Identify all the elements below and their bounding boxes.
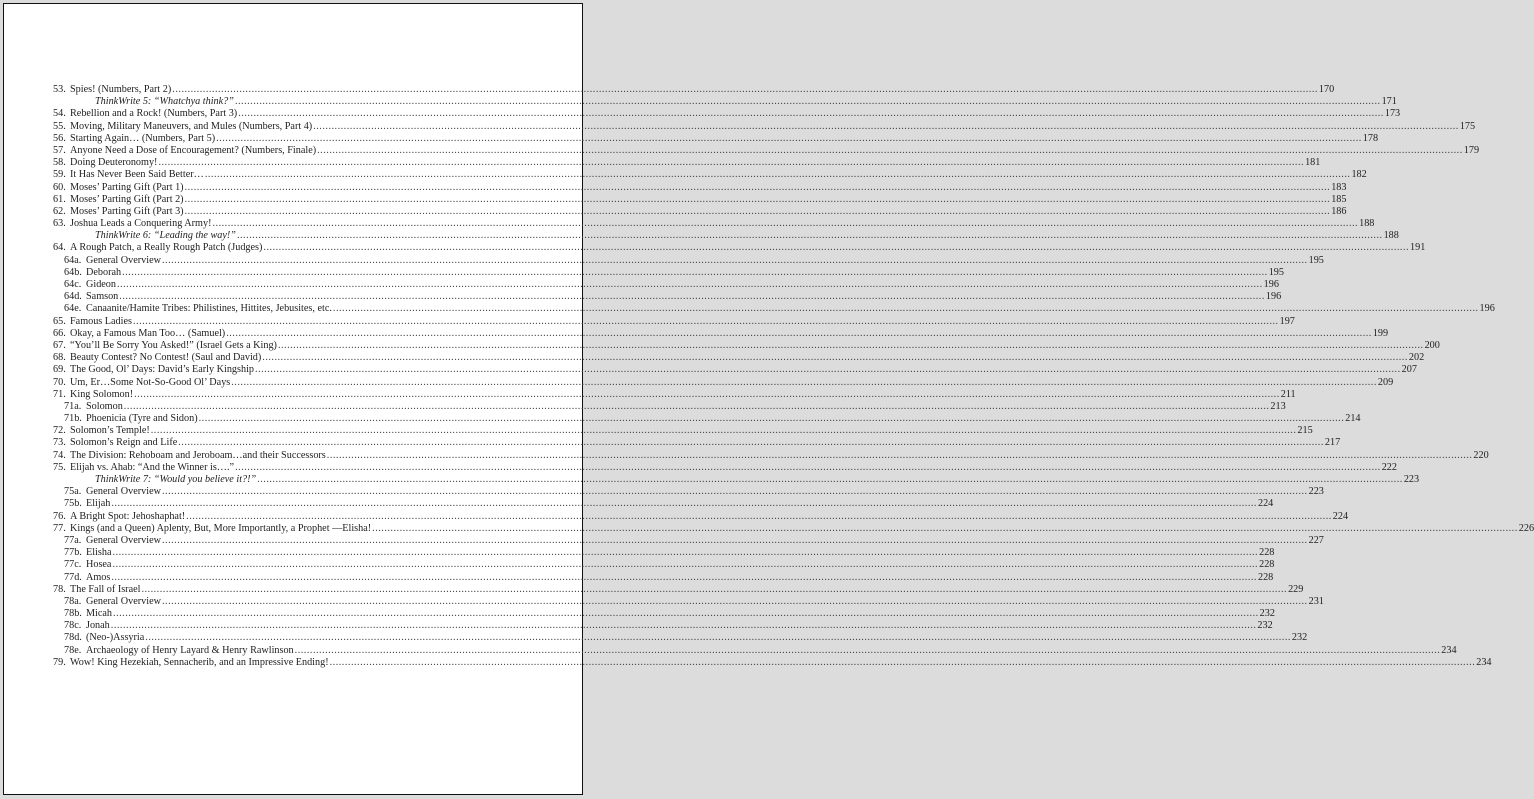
dot-leader [330,657,1476,669]
toc-page-number: 170 [1318,84,1335,95]
toc-entry-title: ThinkWrite 7: “Would you believe it?!” [95,474,257,485]
toc-entry[interactable] [53,120,1476,133]
toc-entry-number: 57. [53,144,66,156]
toc-subentry[interactable] [53,559,1275,571]
toc-entry[interactable] [53,449,1489,462]
dot-leader [237,230,1383,242]
toc-page-number: 191 [1410,242,1426,254]
toc-entry-number: 54. [53,108,66,120]
toc-thinkwrite-entry[interactable] [53,230,1399,242]
toc-subentry[interactable] [53,279,1279,291]
toc-page-number: 196 [1479,303,1495,315]
toc-entry-number: 66. [53,327,66,339]
toc-entry-number: 65. [53,315,66,327]
toc-entry-number: 70. [53,376,66,388]
dot-leader [226,328,1372,340]
toc-thinkwrite-entry[interactable] [53,474,1420,486]
dot-leader [212,218,1358,230]
toc-page-number: 232 [1259,608,1275,620]
toc-page-number: 202 [1408,352,1425,364]
toc-page-number: 196 [1265,291,1282,303]
toc-subentry[interactable] [53,571,1274,584]
toc-page-number: 228 [1259,559,1275,571]
toc-entry-number: 59. [53,169,66,181]
toc-subentry[interactable] [53,303,1495,315]
toc-entry-title: Moses’ Parting Gift (Part 3) [70,205,184,217]
dot-leader [216,133,1362,145]
toc-entry-title: General Overview [86,254,161,266]
toc-entry-title: Starting Again… (Numbers, Part 5) [70,132,216,144]
toc-entry-number: 64a. [64,254,82,266]
toc-entry-number: 68. [53,352,66,364]
toc-entry-title: General Overview [86,486,161,498]
toc-page-number: 224 [1257,498,1274,510]
toc-entry[interactable] [53,132,1379,145]
toc-entry-title: A Rough Patch, a Really Rough Patch (Judges) [70,242,263,254]
toc-entry-number: 62. [53,205,66,217]
toc-page-number: 228 [1259,547,1275,559]
toc-entry-title: Moving, Military Maneuvers, and Mules (Numbers, Part 4) [70,120,313,132]
dot-leader [199,413,1345,425]
toc-page-number: 227 [1308,534,1324,546]
dot-leader [333,303,1479,315]
toc-entry-number: 77c. [64,559,82,571]
toc-subentry[interactable] [53,486,1324,498]
dot-leader [112,547,1258,559]
dot-leader [238,108,1384,120]
toc-entry-title: Solomon’s Reign and Life [70,437,178,449]
toc-subentry[interactable] [53,291,1282,303]
dot-leader [263,242,1409,254]
dot-leader [185,194,1331,206]
toc-subentry[interactable] [53,644,1457,657]
toc-page-number: 220 [1473,449,1489,461]
toc-page-number: 181 [1305,157,1321,169]
toc-page-number: 234 [1441,644,1457,656]
toc-entry-number: 64b. [64,266,82,278]
dot-leader [372,523,1518,535]
toc-page-number: 182 [1351,169,1367,181]
dot-leader [124,401,1270,413]
toc-entry-number: 60. [53,181,66,193]
toc-page-number: 209 [1377,376,1394,388]
dot-leader [235,462,1381,474]
toc-entry-number: 75. [53,461,66,473]
toc-entry-title: Anyone Need a Dose of Encouragement? (Numbers, Finale) [70,144,317,156]
toc-subentry[interactable] [53,534,1324,547]
toc-page-number: 195 [1308,254,1324,266]
dot-leader [111,498,1257,510]
toc-entry-number: 69. [53,364,66,376]
dot-leader [162,535,1308,547]
dot-leader [172,84,1318,96]
toc-entry[interactable] [53,461,1397,474]
toc-subentry[interactable] [53,608,1275,620]
toc-entry[interactable] [53,218,1375,230]
toc-entry-title: Gideon [86,279,116,290]
toc-page-number: 188 [1383,230,1399,242]
toc-entry[interactable] [53,437,1341,449]
dot-leader [162,486,1308,498]
toc-entry-number: 64e. [64,303,82,315]
toc-page-number: 188 [1359,218,1375,230]
toc-page-number: 213 [1270,400,1286,412]
toc-entry-title: Kings (and a Queen) Aplenty, But, More Importantly, a Prophet —Elisha! [70,522,372,534]
toc-entry-number: 77a. [64,534,82,546]
dot-leader [262,352,1408,364]
toc-entry-title: The Good, Ol’ Days: David’s Early Kingship [70,364,255,376]
toc-subentry[interactable] [53,620,1273,632]
table-of-contents [53,84,1534,669]
toc-entry[interactable] [53,339,1440,352]
toc-entry[interactable] [53,181,1347,194]
dot-leader [134,389,1280,401]
toc-page-number: 175 [1459,120,1476,132]
toc-entry-number: 76. [53,510,66,522]
toc-page-number: 173 [1384,108,1401,120]
toc-entry-title: A Bright Spot: Jehoshaphat! [70,510,186,522]
toc-entry-number: 78b. [64,608,82,620]
toc-entry[interactable] [53,425,1313,437]
toc-page-number: 223 [1403,474,1420,485]
toc-entry[interactable] [53,522,1534,535]
toc-entry-title: Famous Ladies [70,315,132,327]
toc-entry-title: Phoenicia (Tyre and Sidon) [86,413,198,425]
dot-leader [278,340,1424,352]
dot-leader [133,316,1279,328]
toc-entry-number: 71. [53,388,66,400]
toc-entry-title: Rebellion and a Rock! (Numbers, Part 3) [70,108,238,120]
toc-entry[interactable] [53,510,1349,523]
dot-leader [111,572,1257,584]
toc-entry-title: Spies! (Numbers, Part 2) [70,84,172,95]
toc-entry-title: Canaanite/Hamite Tribes: Philistines, Hittites, Jebusites, etc. [86,303,332,315]
toc-entry[interactable] [53,108,1401,120]
dot-leader [117,279,1263,291]
dot-leader [255,364,1401,376]
toc-entry-number: 71a. [64,400,82,412]
dot-leader [162,596,1308,608]
toc-entry-number: 77b. [64,547,82,559]
toc-page-number: 178 [1362,132,1379,144]
toc-entry-title: Amos [86,571,111,583]
toc-page-number: 211 [1280,388,1296,400]
toc-page-number: 222 [1381,461,1397,473]
toc-entry-title: Archaeology of Henry Layard & Henry Rawlinson [86,644,294,656]
toc-entry-title: Elijah vs. Ahab: “And the Winner is….” [70,461,235,473]
toc-entry-title: General Overview [86,534,161,546]
dot-leader [185,206,1331,218]
toc-subentry[interactable] [53,254,1324,267]
toc-page-number: 197 [1279,315,1295,327]
toc-page-number: 171 [1381,96,1397,108]
dot-leader [327,450,1473,462]
toc-entry[interactable] [53,327,1389,340]
dot-leader [313,121,1459,133]
dot-leader [112,559,1258,571]
toc-entry-title: “You’ll Be Sorry You Asked!” (Israel Gets a King) [70,339,277,351]
toc-subentry[interactable] [53,632,1308,644]
toc-page-number: 179 [1463,144,1480,156]
toc-entry-number: 64. [53,242,66,254]
dot-leader [122,267,1268,279]
toc-subentry[interactable] [53,266,1284,279]
dot-leader [317,145,1463,157]
toc-page-number: 200 [1424,339,1440,351]
dot-leader [178,437,1324,449]
toc-entry-title: Joshua Leads a Conquering Army! [70,218,212,230]
toc-entry[interactable] [53,205,1347,218]
toc-entry-number: 61. [53,193,66,205]
toc-entry-title: Micah [86,608,113,620]
toc-entry[interactable] [53,364,1417,376]
toc-entry[interactable] [53,242,1426,254]
toc-entry-title: Jonah [86,620,110,632]
toc-entry-number: 64d. [64,291,82,303]
toc-entry-title: The Division: Rehoboam and Jeroboam…and their Successors [70,449,326,461]
toc-entry-title: Samson [86,291,119,303]
toc-entry-title: King Solomon! [70,388,134,400]
dot-leader [141,584,1287,596]
toc-entry-number: 75a. [64,486,82,498]
toc-entry-title: Elisha [86,547,112,559]
toc-entry-number: 78. [53,583,66,595]
toc-page-number: 207 [1401,364,1417,376]
toc-entry-number: 56. [53,132,66,144]
toc-subentry[interactable] [53,595,1324,608]
dot-leader [151,425,1297,437]
dot-leader [205,169,1351,181]
toc-entry-number: 67. [53,339,66,351]
dot-leader [158,157,1304,169]
toc-subentry[interactable] [53,498,1274,510]
toc-subentry[interactable] [53,413,1361,425]
toc-entry-title: Moses’ Parting Gift (Part 1) [70,181,184,193]
toc-page-number: 229 [1288,583,1304,595]
toc-entry-title: ThinkWrite 6: “Leading the way!” [95,230,236,242]
dot-leader [113,608,1259,620]
toc-entry-number: 77d. [64,571,82,583]
toc-page-number: 186 [1331,205,1347,217]
toc-entry-title: Solomon’s Temple! [70,425,150,437]
toc-entry-title: It Has Never Been Said Better… [70,169,204,181]
dot-leader [186,511,1332,523]
toc-page-number: 228 [1257,571,1274,583]
toc-entry-number: 58. [53,157,66,169]
toc-page-number: 226 [1518,522,1534,534]
toc-entry-number: 53. [53,84,66,95]
toc-subentry[interactable] [53,547,1275,559]
document-page [3,3,1534,795]
toc-entry-number: 77. [53,522,66,534]
dot-leader [235,96,1381,108]
dot-leader [295,645,1441,657]
dot-leader [185,182,1331,194]
toc-page-number: 214 [1345,413,1361,425]
toc-entry-title: Beauty Contest? No Contest! (Saul and David) [70,352,262,364]
toc-entry-title: Elijah [86,498,111,510]
toc-entry-title: ThinkWrite 5: “Whatchya think?” [95,96,234,108]
toc-thinkwrite-entry[interactable] [53,96,1397,108]
toc-entry[interactable] [53,656,1492,669]
toc-entry-title: (Neo-)Assyria [86,632,145,644]
toc-entry-number: 63. [53,218,66,230]
toc-entry-number: 78a. [64,595,82,607]
toc-entry[interactable] [53,388,1296,401]
toc-entry[interactable] [53,169,1367,181]
toc-entry[interactable] [53,376,1394,389]
toc-page-number: 232 [1291,632,1308,644]
toc-entry-title: Okay, a Famous Man Too… (Samuel) [70,327,226,339]
toc-page-number: 215 [1297,425,1313,437]
dot-leader [119,291,1265,303]
toc-entry-title: Doing Deuteronomy! [70,157,158,169]
toc-page-number: 195 [1268,266,1284,278]
toc-entry-number: 78e. [64,644,82,656]
toc-page-number: 231 [1308,595,1324,607]
dot-leader [111,620,1257,632]
toc-entry-number: 79. [53,656,66,668]
toc-entry-number: 73. [53,437,66,449]
toc-entry-number: 55. [53,120,66,132]
toc-entry-title: Deborah [86,266,122,278]
toc-entry-title: Um, Er…Some Not-So-Good Ol’ Days [70,376,231,388]
toc-entry-number: 74. [53,449,66,461]
toc-page-number: 224 [1332,510,1349,522]
toc-page-number: 223 [1308,486,1324,498]
toc-page-number: 183 [1331,181,1347,193]
dot-leader [257,474,1403,486]
toc-entry-number: 75b. [64,498,82,510]
toc-entry-title: Moses’ Parting Gift (Part 2) [70,193,184,205]
toc-page-number: 234 [1476,656,1492,668]
toc-entry[interactable] [53,315,1295,328]
toc-entry-title: The Fall of Israel [70,583,141,595]
toc-entry-title: Solomon [86,400,123,412]
dot-leader [145,632,1291,644]
toc-page-number: 196 [1263,279,1279,290]
toc-entry[interactable] [53,583,1304,596]
toc-entry-number: 64c. [64,279,82,290]
toc-page-number: 217 [1324,437,1341,449]
toc-page-number: 232 [1257,620,1273,632]
toc-entry-number: 71b. [64,413,82,425]
toc-entry-title: General Overview [86,595,161,607]
toc-entry[interactable] [53,193,1347,206]
toc-entry-number: 78d. [64,632,82,644]
toc-page-number: 199 [1372,327,1389,339]
dot-leader [162,255,1308,267]
toc-page-number: 185 [1331,193,1347,205]
toc-entry[interactable] [53,84,1335,96]
toc-entry[interactable] [53,157,1321,169]
dot-leader [231,377,1377,389]
toc-subentry[interactable] [53,400,1286,413]
toc-entry-title: Wow! King Hezekiah, Sennacherib, and an Impressive Ending! [70,656,329,668]
toc-entry-title: Hosea [86,559,112,571]
toc-entry-number: 72. [53,425,66,437]
toc-entry[interactable] [53,352,1425,364]
toc-entry[interactable] [53,144,1480,157]
toc-entry-number: 78c. [64,620,82,632]
